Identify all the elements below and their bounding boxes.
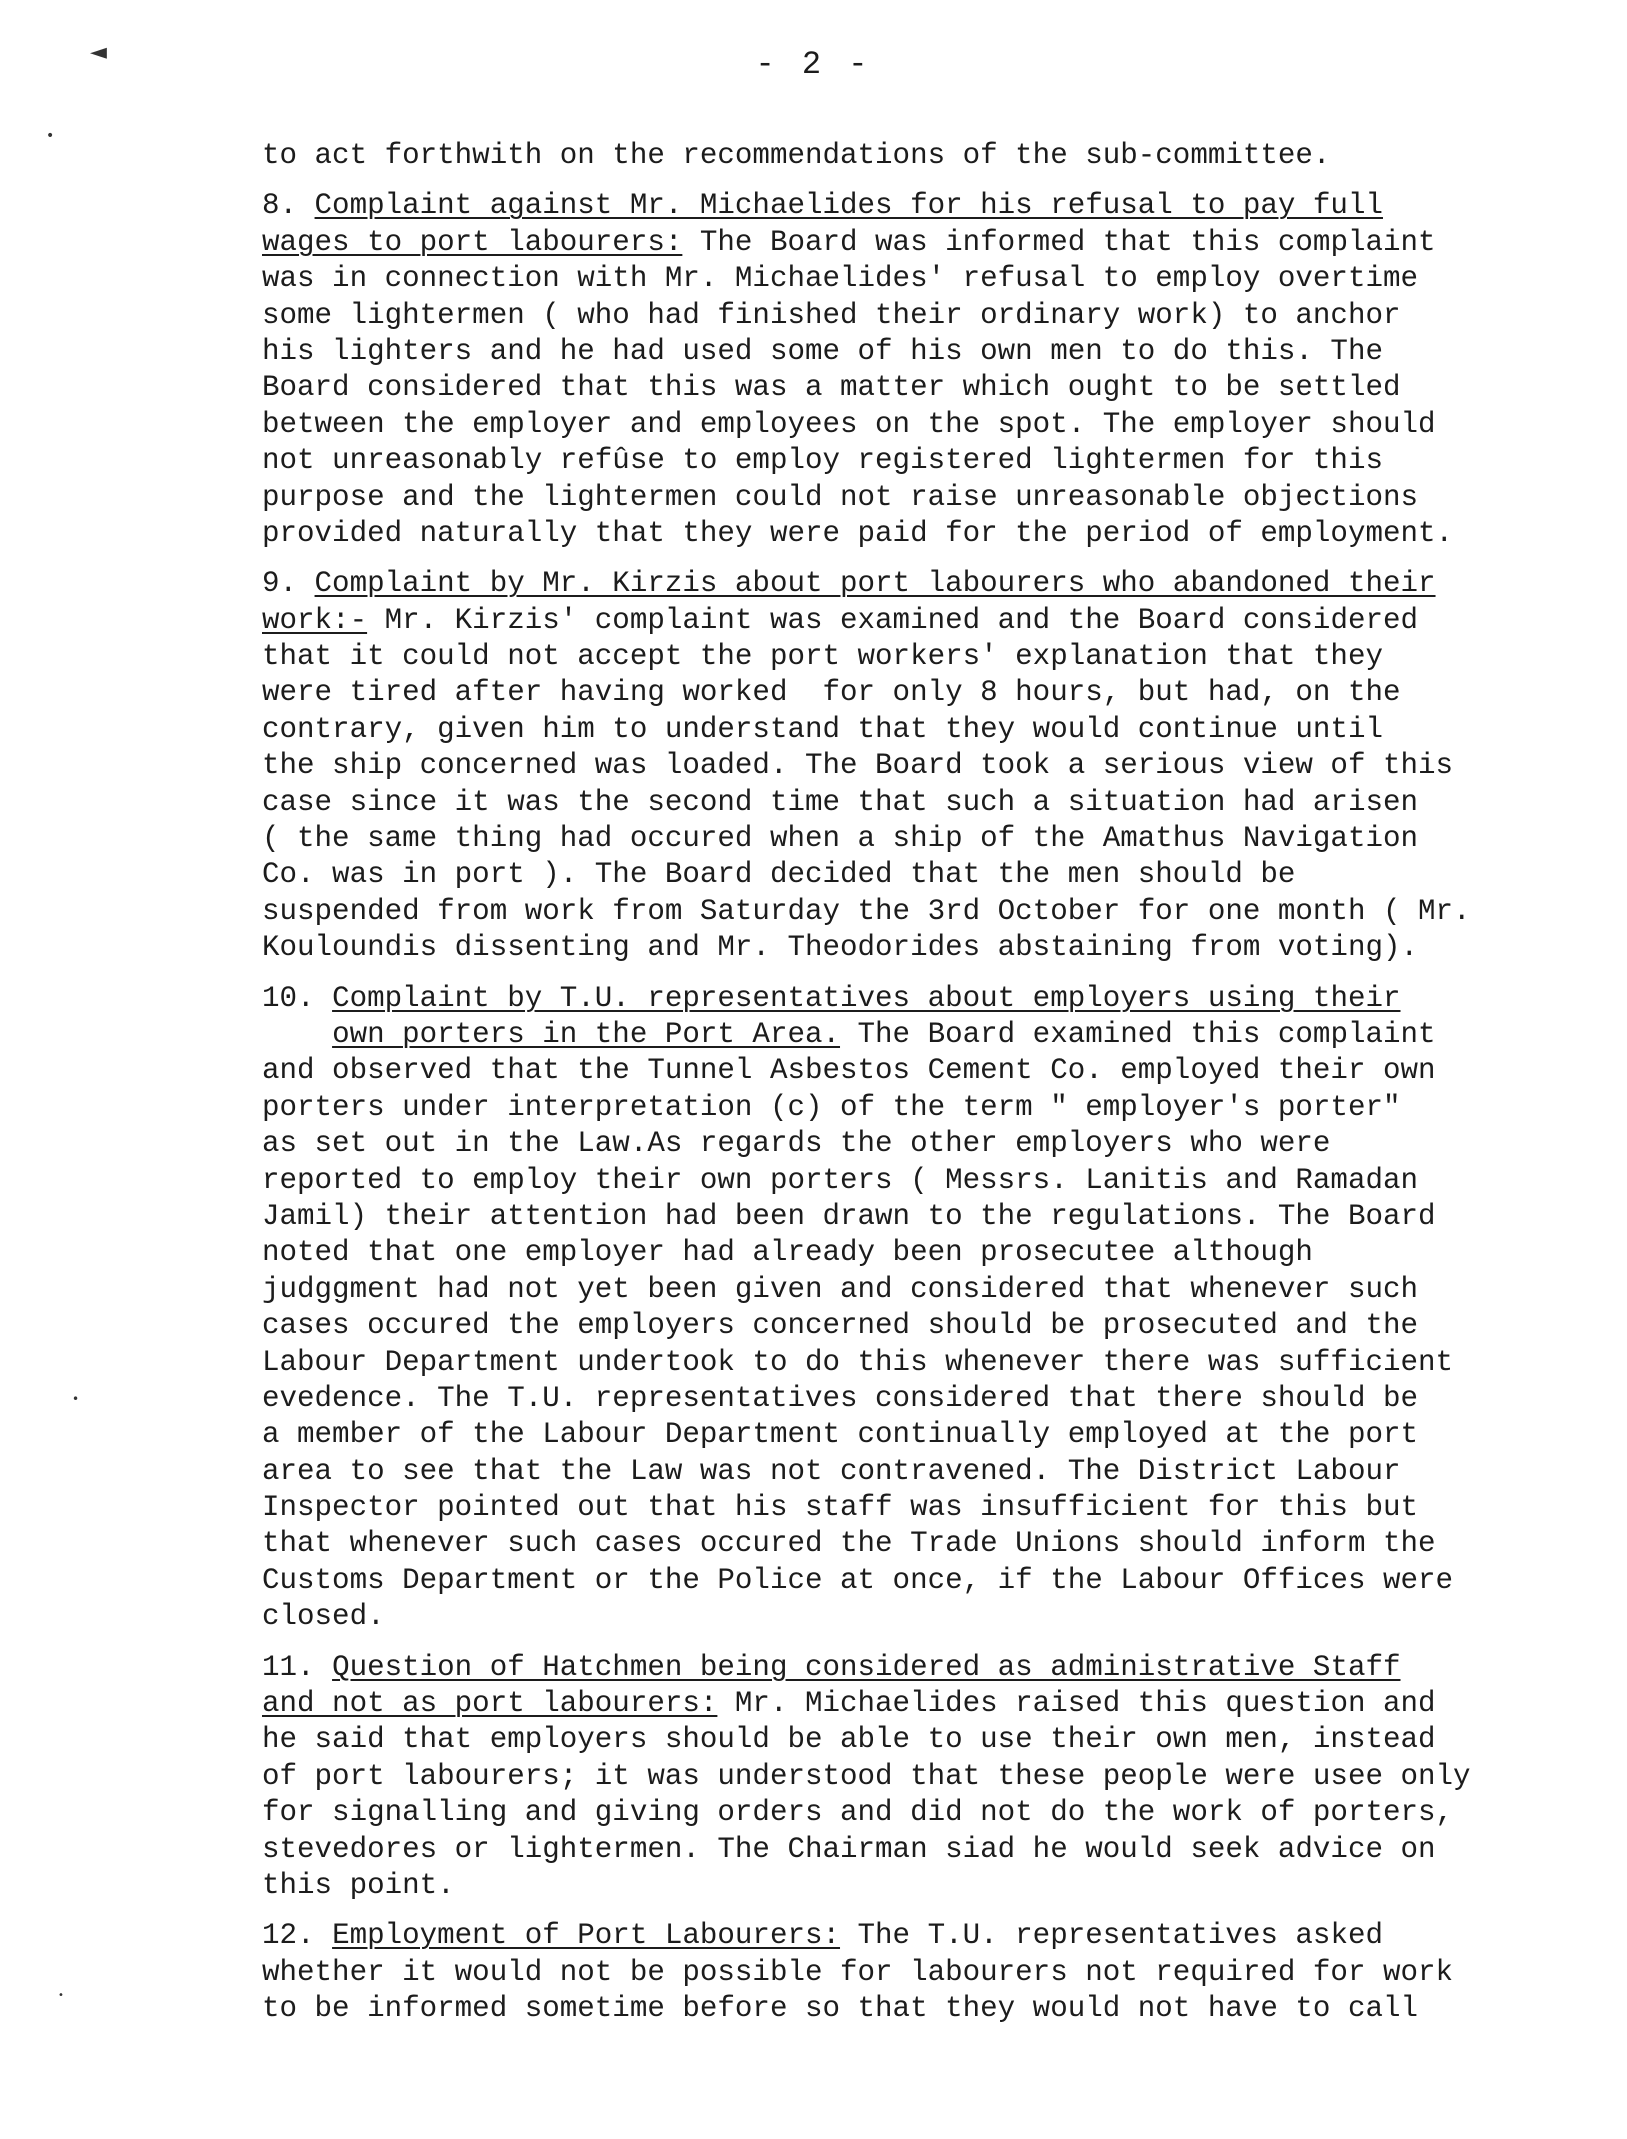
text-line [262,1526,1602,1562]
text-line [262,566,1602,602]
line-text: his lighters and he had used some of his own men to do this. The [262,334,1383,368]
text-line [262,821,1602,857]
text-line [262,1722,1602,1758]
item-heading: own porters in the Port Area. [332,1017,841,1051]
text-line [262,930,1602,966]
item-number: 11. [262,1650,333,1684]
text-line [262,785,1602,821]
line-text: evedence. The T.U. representatives considered that there should be [262,1381,1419,1415]
item-heading: Complaint by Mr. Kirzis about port labourers who abandoned their [314,567,1436,601]
text-line [262,138,1602,174]
text-line [262,1381,1602,1417]
line-text: ( the same thing had occured when a ship of the Amathus Navigation [262,822,1419,856]
line-text: case since it was the second time that such a situation had arisen [262,785,1419,819]
text-line [262,188,1602,224]
item-number: 9. [262,567,315,601]
text-line [262,1417,1602,1453]
text-line [262,748,1602,784]
numbered-paragraph [262,566,1602,966]
line-text: not unreasonably refûse to employ registered lightermen for this [262,444,1383,478]
item-heading: Employment of Port Labourers: [332,1919,841,1953]
margin-mark-upper: • [46,128,55,144]
text-line [262,443,1602,479]
line-text: suspended from work from Saturday the 3rd October for one month ( Mr. [262,894,1471,928]
line-text: judggment had not yet been given and considered that whenever such [262,1272,1419,1306]
text-line [262,1345,1602,1381]
paragraph-continuation [262,138,1602,174]
text-line [262,261,1602,297]
line-text: porters under interpretation (c) of the term " employer's porter" [262,1090,1401,1124]
text-line [262,1686,1602,1722]
line-text: to act forthwith on the recommendations of the sub-committee. [262,139,1331,172]
numbered-paragraph [262,188,1602,552]
line-text: for signalling and giving orders and did not do the work of porters, [262,1796,1454,1830]
line-text: were tired after having worked for only 8 hours, but had, on the [262,676,1401,710]
text-line [262,603,1602,639]
line-text: whether it would not be possible for labourers not required for work [262,1955,1454,1989]
text-line [262,407,1602,443]
text-line [262,1090,1602,1126]
item-number: 8. [262,189,315,223]
line-text: closed. [262,1600,385,1634]
text-line [262,639,1602,675]
item-heading: and not as port labourers: [262,1687,718,1721]
indent [262,1018,332,1051]
text-line [262,1955,1602,1991]
line-text: contrary, given him to understand that they would continue until [262,712,1383,746]
numbered-paragraph [262,1650,1602,1905]
line-text: provided naturally that they were paid for the period of employment. [262,516,1454,550]
line-text: Mr. Michaelides raised this question and [717,1687,1436,1721]
text-line [262,225,1602,261]
margin-mark-lower: • [58,1990,64,2001]
line-text: Mr. Kirzis' complaint was examined and the Board considered [367,603,1419,637]
line-text: reported to employ their own porters ( Messrs. Lanitis and Ramadan [262,1163,1419,1197]
text-line [262,712,1602,748]
line-text: that it could not accept the port workers' explanation that they [262,640,1383,674]
line-text: that whenever such cases occured the Trade Unions should inform the [262,1527,1436,1561]
item-heading: Complaint by T.U. representatives about employers using their [332,981,1401,1015]
line-text: The T.U. representatives asked [840,1919,1383,1953]
line-text: was in connection with Mr. Michaelides' refusal to employ overtime [262,262,1419,296]
numbered-paragraph [262,981,1602,1636]
line-text: area to see that the Law was not contravened. The District Labour [262,1454,1401,1488]
text-line [262,1832,1602,1868]
text-line [262,1563,1602,1599]
text-line [262,1868,1602,1904]
text-line [262,675,1602,711]
text-line [262,298,1602,334]
text-line [262,1199,1602,1235]
margin-mark-top: ◄ [90,40,107,65]
line-text: he said that employers should be able to use their own men, instead [262,1723,1436,1757]
text-line [262,1017,1602,1053]
margin-mark-middle: • [72,1392,80,1406]
text-line [262,1308,1602,1344]
line-text: between the employer and employees on the spot. The employer should [262,407,1436,441]
text-line [262,1490,1602,1526]
text-line [262,1235,1602,1271]
line-text: the ship concerned was loaded. The Board took a serious view of this [262,749,1454,783]
line-text: to be informed sometime before so that they would not have to call [262,1992,1419,2026]
line-text: Labour Department undertook to do this whenever there was sufficient [262,1345,1454,1379]
text-line [262,1272,1602,1308]
line-text: Jamil) their attention had been drawn to the regulations. The Board [262,1199,1436,1233]
document-body [262,138,1602,2042]
item-heading: work:- [262,603,368,637]
line-text: Customs Department or the Police at once, if the Labour Offices were [262,1563,1454,1597]
line-text: purpose and the lightermen could not raise unreasonable objections [262,480,1419,514]
text-line [262,1599,1602,1635]
text-line [262,370,1602,406]
item-number: 10. [262,981,333,1015]
text-line [262,894,1602,930]
item-number: 12. [262,1919,333,1953]
text-line [262,981,1602,1017]
line-text: Co. was in port ). The Board decided that the men should be [262,858,1296,892]
text-line [262,1795,1602,1831]
numbered-paragraph [262,1918,1602,2027]
page-number: - 2 - [755,46,872,83]
text-line [262,1650,1602,1686]
text-line [262,1454,1602,1490]
line-text: cases occured the employers concerned should be prosecuted and the [262,1309,1419,1343]
item-heading: wages to port labourers: [262,225,683,259]
text-line [262,1126,1602,1162]
line-text: The Board was informed that this complaint [682,225,1436,259]
item-heading: Question of Hatchmen being considered as administrative Staff [332,1650,1401,1684]
line-text: Kouloundis dissenting and Mr. Theodorides abstaining from voting). [262,931,1419,965]
text-line [262,857,1602,893]
text-line [262,480,1602,516]
text-line [262,1759,1602,1795]
text-line [262,1991,1602,2027]
item-heading: Complaint against Mr. Michaelides for his refusal to pay full [314,189,1383,223]
line-text: Board considered that this was a matter which ought to be settled [262,371,1401,405]
text-line [262,1918,1602,1954]
line-text: as set out in the Law.As regards the other employers who were [262,1127,1331,1161]
line-text: a member of the Labour Department continually employed at the port [262,1418,1419,1452]
text-line [262,516,1602,552]
line-text: and observed that the Tunnel Asbestos Cement Co. employed their own [262,1054,1436,1088]
text-line [262,1053,1602,1089]
text-line [262,334,1602,370]
text-line [262,1163,1602,1199]
line-text: this point. [262,1868,455,1902]
line-text: The Board examined this complaint [840,1017,1436,1051]
line-text: some lightermen ( who had finished their ordinary work) to anchor [262,298,1401,332]
line-text: of port labourers; it was understood that these people were usee only [262,1759,1471,1793]
line-text: stevedores or lightermen. The Chairman siad he would seek advice on [262,1832,1436,1866]
line-text: noted that one employer had already been prosecutee although [262,1236,1313,1270]
line-text: Inspector pointed out that his staff was insufficient for this but [262,1491,1419,1525]
